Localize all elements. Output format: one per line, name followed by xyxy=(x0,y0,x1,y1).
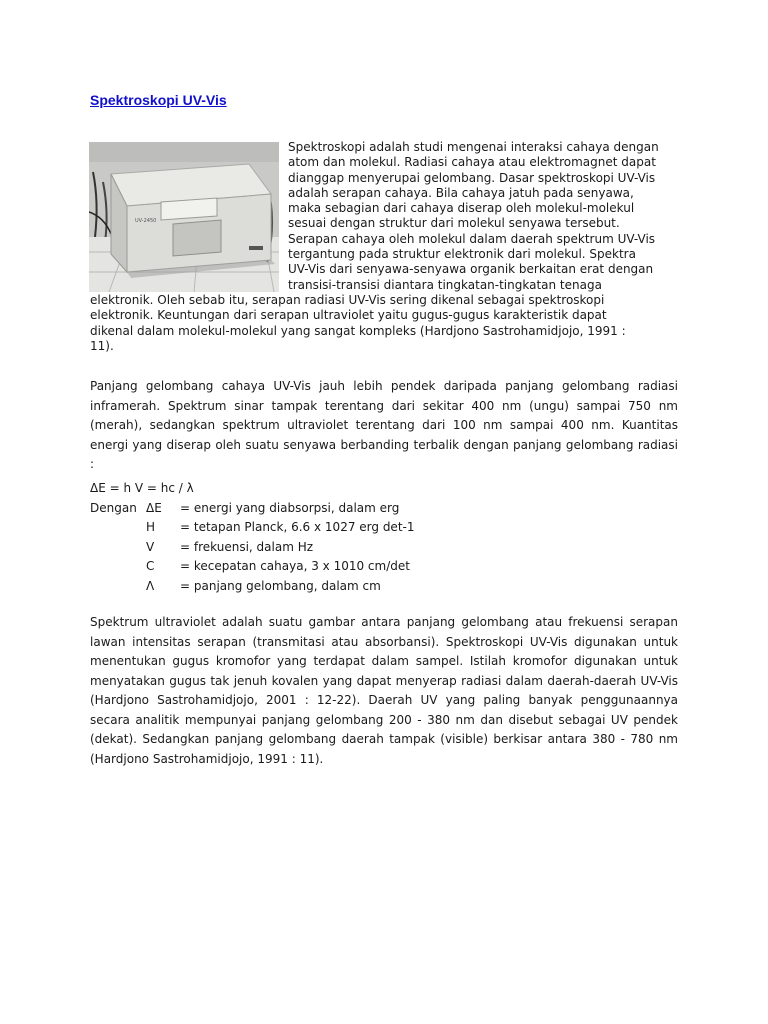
intro-paragraph-side: Spektroskopi adalah studi mengenai interaksi cahaya dengan atom dan molekul. Radiasi cahaya atau elektromagnet dapat dianggap menyerupai gelombang. Dasar spektroskopi UV-Vis adalah serapan cahaya. Bila cahaya jatuh pada senyawa, maka sebagian dari cahaya diserap oleh molekul-molekul sesuai dengan struktur dari molekul senyawa tersebut. Serapan cahaya oleh molekul dalam daerah spektrum UV-Vis tergantung pada struktur elektronik dari molekul. Spektra UV-Vis dari senyawa-senyawa organik berkaitan erat dengan transisi-transisi diantara tingkatan-tingkatan tenaga xyxy=(288,140,659,292)
page-title-link[interactable]: Spektroskopi UV-Vis xyxy=(90,92,227,108)
variable-prefix xyxy=(90,557,146,577)
variable-row xyxy=(90,518,415,538)
variable-symbol: H xyxy=(146,520,156,535)
variable-prefix xyxy=(90,537,146,557)
energy-formula: ΔE = h V = hc / λ xyxy=(90,481,194,495)
variable-symbol: V xyxy=(146,539,155,554)
variable-symbol: Λ xyxy=(146,578,155,593)
variable-row xyxy=(90,537,415,557)
intro-paragraph-continued: elektronik. Oleh sebab itu, serapan radiasi UV-Vis sering dikenal sebagai spektroskopi elektronik. Keuntungan dari serapan ultraviolet yaitu gugus-gugus karakteristik dapat dikenal dalam molekul-molekul yang sangat kompleks (Hardjono Sastrohamidjojo, 1991 : 11). xyxy=(90,293,626,353)
paragraph-ultraviolet-spectrum: Spektrum ultraviolet adalah suatu gambar antara panjang gelombang atau frekuensi serapan lawan intensitas serapan (transmitasi atau absorbansi). Spektroskopi UV-Vis digunakan untuk menentukan gugus kromofor yang terdapat dalam sampel. Istilah kromofor digunakan untuk menyatakan gugus tak jenuh kovalen yang dapat menyerap radiasi dalam daerah-daerah UV-Vis (Hardjono Sastrohamidjojo, 2001 : 12-22). Daerah UV yang paling banyak penggunaannya secara analitik mempunyai panjang gelombang 200 - 380 nm dan disebut sebagai UV pendek (dekat). Sedangkan panjang gelombang daerah tampak (visible) berkisar antara 380 - 780 nm (Hardjono Sastrohamidjojo, 1991 : 11). xyxy=(90,615,678,766)
variable-prefix xyxy=(90,576,146,596)
spectrophotometer-photo xyxy=(89,142,279,292)
variable-row xyxy=(90,498,415,518)
variable-definition: = frekuensi, dalam Hz xyxy=(180,539,314,554)
paragraph-wavelength: Panjang gelombang cahaya UV-Vis jauh lebih pendek daripada panjang gelombang radiasi inframerah. Spektrum sinar tampak terentang dari sekitar 400 nm (ungu) sampai 750 nm (merah), sedangkan spektrum ultraviolet terentang dari 100 nm sampai 400 nm. Kuantitas energi yang diserap oleh suatu senyawa berbanding terbalik dengan panjang gelombang radiasi : xyxy=(90,379,678,471)
variable-definition: = panjang gelombang, dalam cm xyxy=(180,578,381,593)
variable-prefix xyxy=(90,518,146,538)
variable-row xyxy=(90,576,415,596)
variable-symbol: ΔE xyxy=(146,500,162,515)
variable-prefix: Dengan xyxy=(90,500,137,515)
variable-definition: = tetapan Planck, 6.6 x 1027 erg det-1 xyxy=(180,520,415,535)
variable-definition: = kecepatan cahaya, 3 x 1010 cm/det xyxy=(180,559,410,574)
variable-symbol: C xyxy=(146,559,155,574)
variable-definitions xyxy=(90,498,415,596)
instrument-label: UV-2450 xyxy=(135,218,157,224)
variable-row xyxy=(90,557,415,577)
variable-definition: = energi yang diabsorpsi, dalam erg xyxy=(180,500,400,515)
